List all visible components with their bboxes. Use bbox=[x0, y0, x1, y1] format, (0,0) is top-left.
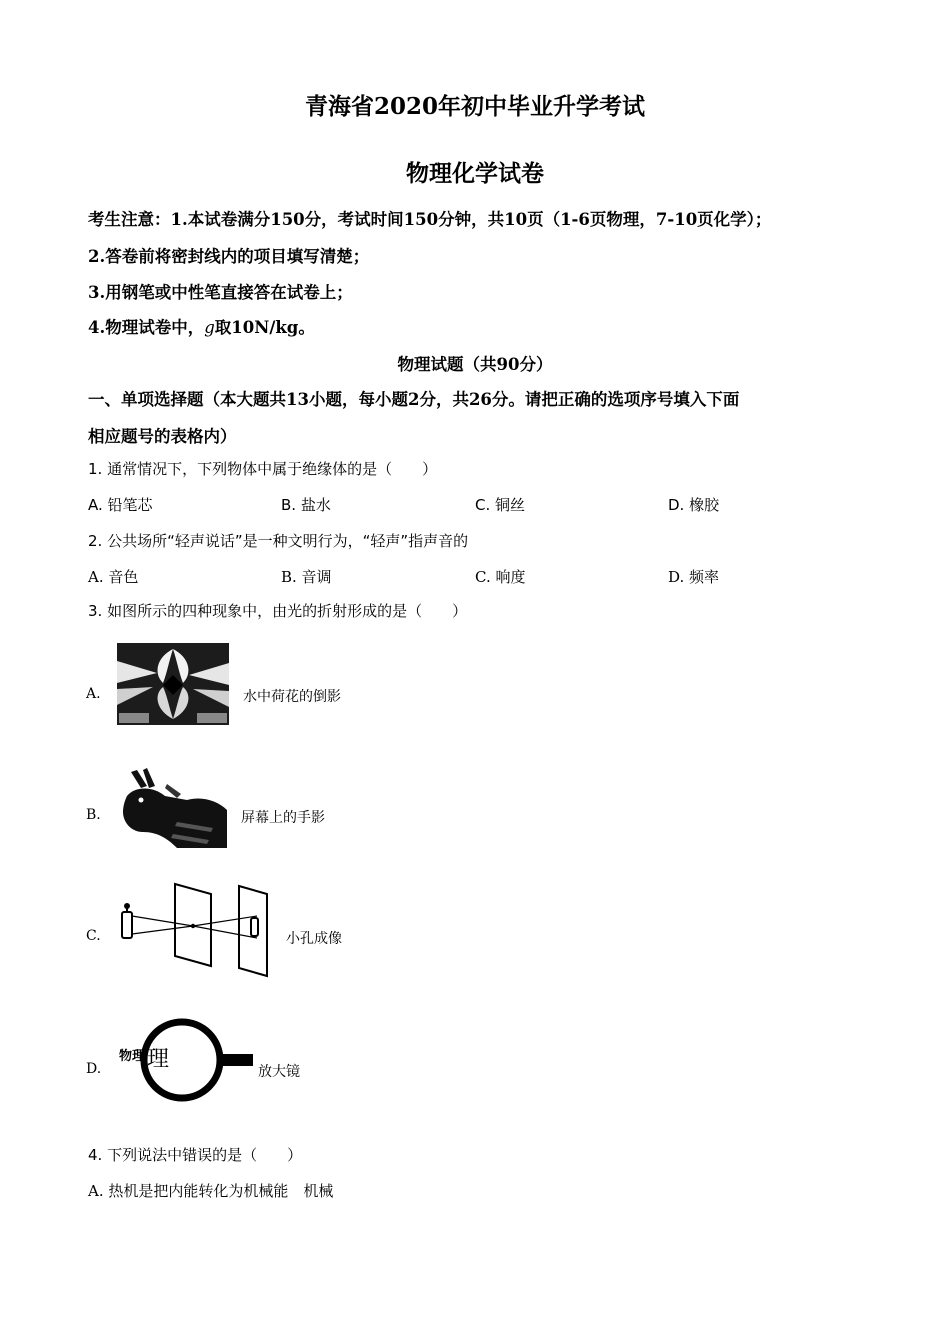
question-3-option-a-letter: A. bbox=[86, 686, 101, 702]
question-4-option-a: A. 热机是把内能转化为机械能 机械 bbox=[88, 1182, 334, 1200]
section-title: 物理试题（共90分） bbox=[397, 355, 553, 374]
question-3-option-b-caption: 屏幕上的手影 bbox=[241, 810, 325, 826]
hand-shadow-image bbox=[117, 766, 229, 848]
part-one-heading-cont: 相应题号的表格内） bbox=[88, 427, 237, 446]
question-1-option-b: B. 盐水 bbox=[281, 496, 331, 514]
note-line-1: 考生注意：1.本试卷满分150分，考试时间150分钟，共10页（1-6页物理，7-10页化学）； bbox=[88, 210, 772, 229]
question-2-option-d: D. 频率 bbox=[668, 568, 720, 586]
question-1-option-c: C. 铜丝 bbox=[475, 496, 526, 514]
exam-title: 青海省2020年初中毕业升学考试 bbox=[304, 93, 645, 120]
question-3-option-a-caption: 水中荷花的倒影 bbox=[243, 689, 341, 705]
exam-subtitle: 物理化学试卷 bbox=[406, 160, 544, 187]
question-2-option-b: B. 音调 bbox=[281, 568, 332, 586]
note-4-prefix: 4.物理试卷中， bbox=[88, 318, 205, 337]
question-4-stem: 4. 下列说法中错误的是（ ） bbox=[88, 1146, 303, 1164]
note-line-4 bbox=[88, 314, 315, 338]
question-3-option-c-letter: C. bbox=[86, 928, 101, 944]
lotus-reflection-image bbox=[117, 643, 229, 725]
question-1-option-d: D. 橡胶 bbox=[668, 496, 720, 514]
part-one-heading: 一、单项选择题（本大题共13小题，每小题2分，共26分。请把正确的选项序号填入下面 bbox=[88, 390, 740, 409]
note-4-suffix: 取10N/kg。 bbox=[214, 318, 315, 337]
question-3-stem: 3. 如图所示的四种现象中，由光的折射形成的是（ ） bbox=[88, 602, 468, 620]
question-3-option-d-letter: D. bbox=[86, 1061, 102, 1077]
question-2-stem: 2. 公共场所“轻声说话”是一种文明行为，“轻声”指声音的 bbox=[88, 532, 469, 550]
magnifier-word: 物理 bbox=[119, 1049, 146, 1064]
question-1-stem: 1. 通常情况下，下列物体中属于绝缘体的是（ ） bbox=[88, 460, 438, 478]
note-line-3: 3.用钢笔或中性笔直接答在试卷上； bbox=[88, 283, 353, 302]
question-3-option-b-letter: B. bbox=[86, 807, 101, 823]
question-3-option-d-caption: 放大镜 bbox=[258, 1064, 300, 1080]
pinhole-camera-diagram bbox=[117, 880, 283, 980]
question-1-option-a: A. 铅笔芯 bbox=[88, 496, 153, 514]
question-3-option-c-caption: 小孔成像 bbox=[286, 931, 342, 947]
svg-text:理: 理 bbox=[147, 1047, 170, 1072]
question-2-option-c: C. 响度 bbox=[475, 568, 526, 586]
magnifier-image bbox=[117, 1016, 257, 1108]
note-line-2: 2.答卷前将密封线内的项目填写清楚； bbox=[88, 247, 370, 266]
question-2-option-a: A. 音色 bbox=[88, 568, 139, 586]
gravity-symbol: g bbox=[204, 318, 215, 337]
